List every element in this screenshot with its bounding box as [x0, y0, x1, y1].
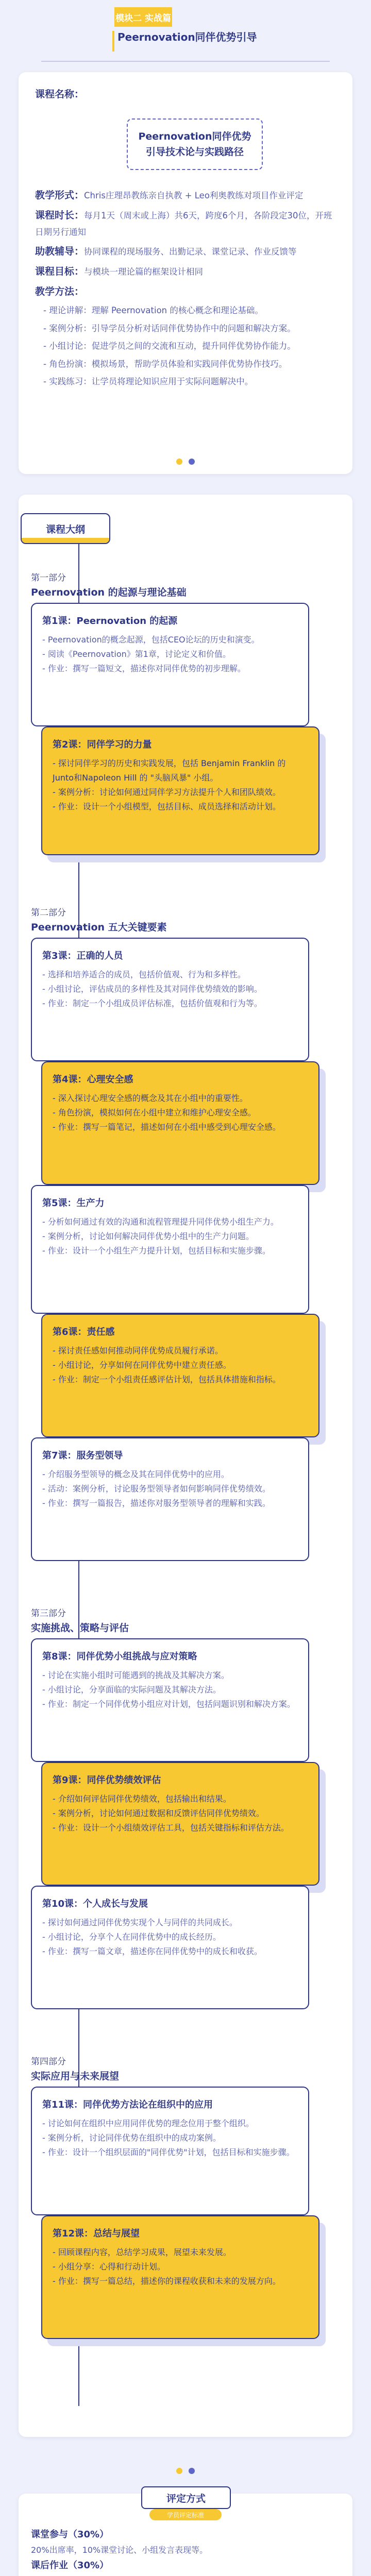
goal-text: 与模块一理论篇的框架设计相同: [84, 266, 204, 277]
lesson-title: 第4课：心理安全感: [53, 1074, 133, 1085]
lesson-card: [31, 1185, 309, 1314]
part-heading: [31, 572, 187, 600]
course-name-line: 引导技术论与实践路径: [145, 146, 244, 158]
tab-accent: [22, 538, 109, 543]
lesson-line: - 探讨责任感如何推动同伴优势成员履行承诺。: [53, 1345, 223, 1355]
evaluation-body: [31, 2527, 340, 2576]
goal-label: 课程目标：: [35, 265, 85, 277]
course-info-body: [35, 187, 339, 392]
dot-icon: [176, 2468, 182, 2474]
part-heading: [31, 2056, 119, 2083]
lesson-title: 第10课：个人成长与发展: [42, 1899, 148, 1909]
lesson-line: - Peernovation的概念起源，包括CEO论坛的历史和演变。: [42, 634, 260, 645]
lesson-line: - 小组讨论，分享如何在同伴优势中建立责任感。: [53, 1360, 231, 1370]
lesson-line: - 作业：设计一个组织层面的"同伴优势"计划，包括目标和实施步骤。: [42, 2147, 295, 2157]
lesson-card-highlight: [41, 1061, 319, 1185]
part-title: Peernovation 的起源与理论基础: [31, 586, 187, 598]
lesson-title: 第5课：生产力: [42, 1198, 105, 1209]
lesson-line: - 作业：撰写一篇文章，描述你在同伴优势中的成长和收获。: [42, 1946, 262, 1956]
lesson-line: - 探讨如何通过同伴优势实现个人与同伴的共同成长。: [42, 1917, 238, 1927]
evaluation-item-text: 20%出席率，10%课堂讨论、小组发言表现等。: [31, 2545, 208, 2555]
lesson-line: - 小组分享：心得和行动计划。: [53, 2261, 165, 2272]
lesson-title: 第8课：同伴优势小组挑战与应对策略: [42, 1651, 197, 1662]
coach-label: 助教辅导：: [35, 245, 85, 257]
evaluation-title: 评定方式: [141, 2486, 231, 2509]
lesson-title: 第12课：总结与展望: [53, 2228, 140, 2239]
lesson-line: - 讨论如何在组织中应用同伴优势的理念位用于整个组织。: [42, 2118, 254, 2128]
lesson-line: - 小组讨论，分享个人在同伴优势中的成长经历。: [42, 1931, 221, 1942]
mode-text: Chris庄理昂教练亲自执教 + Leo利奥教练对项目作业评定: [84, 191, 303, 200]
lesson-line: - 案例分析，讨论如何通过数据和反馈评估同伴优势绩效。: [53, 1808, 264, 1818]
coach-text: 协同课程的现场服务、出勤记录、课堂记录、作业反馈等: [84, 246, 297, 257]
lesson-card: [31, 1638, 309, 1762]
lesson-line: - 作业：撰写一篇笔记，描述如何在小组中感受到心理安全感。: [53, 1122, 281, 1132]
lesson-line: - 深入探讨心理安全感的概念及其在小组中的重要性。: [53, 1093, 248, 1103]
lesson-line: - 小组讨论，评估成员的多样性及其对同伴优势绩效的影响。: [42, 984, 262, 994]
lesson-line: - 案例分析：讨论如何通过同伴学习方法提升个人和团队绩效。: [53, 787, 281, 797]
method-item: - 角色扮演：模拟场景，帮助学员体验和实践同伴优势协作技巧。: [43, 359, 288, 369]
lesson-line: - 探讨同伴学习的历史和实践发展，包括 Benjamin Franklin 的 Junto和Napoleon Hill 的 "头脑风暴" 小组。: [53, 758, 286, 783]
lesson-title: 第7课：服务型领导: [42, 1450, 123, 1461]
course-name-box: [127, 118, 263, 170]
lesson-line: - 介绍如何评估同伴优势绩效，包括输出和结果。: [53, 1793, 231, 1804]
decorative-dots: [19, 459, 352, 465]
lesson-card: [31, 603, 309, 726]
lesson-line: - 选择和培养适合的成员，包括价值观、行为和多样性。: [42, 969, 246, 979]
lesson-line: - 作业：制定一个小组成员评估标准，包括价值观和行为等。: [42, 998, 262, 1008]
lesson-line: - 作业：制定一个同伴优势小组应对计划，包括问题识别和解决方案。: [42, 1699, 295, 1709]
lesson-title: 第9课：同伴优势绩效评估: [53, 1775, 161, 1786]
course-name-line: Peernovation同伴优势: [138, 130, 251, 142]
lesson-line: - 作业：设计一个小组绩效评估工具，包括关键指标和评估方法。: [53, 1822, 289, 1833]
part-heading: [31, 1607, 129, 1635]
part-number: 第四部分: [31, 2057, 66, 2067]
part-title: Peernovation 五大关键要素: [31, 921, 167, 933]
part-title: 实际应用与未来展望: [31, 2070, 120, 2082]
lesson-line: - 案例分析，讨论如何解决同伴优势小组中的生产力问题。: [42, 1231, 254, 1241]
lesson-card: [31, 2087, 309, 2215]
evaluation-item-head: 课堂参与（30%）: [31, 2529, 109, 2540]
method-item: - 实践练习：让学员将理论知识应用于实际问题解决中。: [43, 377, 254, 387]
part-number: 第二部分: [31, 908, 66, 918]
dot-icon: [189, 459, 195, 465]
dot-icon: [189, 2468, 195, 2474]
lesson-line: - 活动：案例分析，讨论服务型领导者如何影响同伴优势绩效。: [42, 1483, 271, 1494]
outline-tab: [21, 513, 110, 544]
header-divider: [41, 61, 330, 62]
outline-tab-label: 课程大纲: [45, 523, 85, 535]
schedule-label: 课程时长：: [35, 210, 85, 222]
course-info-card: [19, 72, 352, 474]
method-item: - 理论讲解：理解 Peernovation 的核心概念和理论基础。: [43, 306, 263, 316]
page-title: Peernovation同伴优势引导: [117, 31, 257, 43]
evaluation-subtitle: 学员评定标准: [149, 2509, 222, 2520]
module-tag: 模块二 实战篇: [114, 7, 172, 27]
lesson-title: 第6课：责任感: [53, 1327, 115, 1337]
lesson-card: [31, 1886, 309, 2009]
lesson-card: [31, 938, 309, 1061]
lesson-title: 第3课：正确的人员: [42, 951, 123, 961]
lesson-card-highlight: [41, 2215, 319, 2339]
lesson-line: - 作业：制定一个小组责任感评估计划，包括具体措施和指标。: [53, 1374, 281, 1384]
lesson-line: - 阅读《Peernovation》第1章，讨论定义和价值。: [42, 649, 231, 659]
lesson-title: 第11课：同伴优势方法论在组织中的应用: [42, 2099, 213, 2110]
lesson-card-highlight: [41, 1314, 319, 1437]
part-title: 实施挑战、策略与评估: [31, 1622, 129, 1634]
lesson-line: - 作业：设计一个小组生产力提升计划，包括目标和实施步骤。: [42, 1245, 271, 1256]
lesson-line: - 介绍服务型领导的概念及其在同伴优势中的应用。: [42, 1469, 229, 1479]
lesson-card: [31, 1437, 309, 1561]
course-name-label: 课程名称：: [35, 89, 85, 100]
lesson-line: - 分析如何通过有效的沟通和流程管理提升同伴优势小组生产力。: [42, 1216, 279, 1227]
lesson-title: 第1课：Peernovation 的起源: [42, 616, 178, 626]
evaluation-item-text: [31, 2573, 340, 2576]
lesson-line: - 作业：撰写一篇短文，描述你对同伴优势的初步理解。: [42, 663, 246, 673]
lesson-title: 第2课：同伴学习的力量: [53, 739, 152, 750]
evaluation-item-head: 课后作业（30%）: [31, 2560, 109, 2571]
method-item: - 小组讨论：促进学员之间的交流和互动，提升同伴优势协作能力。: [43, 341, 296, 351]
part-heading: [31, 907, 167, 935]
lesson-line: - 回顾课程内容，总结学习成果，展望未来发展。: [53, 2247, 231, 2257]
method-item: - 案例分析：引导学员分析对话同伴优势协作中的问题和解决方案。: [43, 323, 296, 333]
part-number: 第一部分: [31, 573, 66, 583]
decorative-dots: [0, 2468, 371, 2474]
lesson-line: - 作业：撰写一篇报告，描述你对服务型领导者的理解和实践。: [42, 1498, 271, 1508]
lesson-line: - 讨论在实施小组时可能遇到的挑战及其解决方案。: [42, 1670, 229, 1680]
schedule-text: 每月1天（周末或上海）共6天，跨度6个月，各阶段定30位，开班日期另行通知: [35, 211, 332, 238]
part-number: 第三部分: [31, 1608, 66, 1619]
lesson-line: - 作业：撰写一篇总结，描述你的课程收获和未来的发展方向。: [53, 2276, 281, 2286]
mode-label: 教学形式：: [35, 190, 85, 201]
lesson-line: - 案例分析，讨论同伴优势在组织中的成功案例。: [42, 2132, 221, 2143]
lesson-card-highlight: [41, 1762, 319, 1886]
lesson-line: - 作业：设计一个小组模型，包括目标、成员选择和活动计划。: [53, 801, 281, 811]
lesson-line: - 角色扮演，模拟如何在小组中建立和维护心理安全感。: [53, 1107, 256, 1117]
title-accent: [112, 31, 114, 52]
lesson-line: - 小组讨论，分享面临的实际问题及其解决方法。: [42, 1684, 221, 1694]
dot-icon: [176, 459, 182, 465]
lesson-card-highlight: [41, 726, 319, 855]
method-label: 教学方法：: [35, 286, 85, 298]
